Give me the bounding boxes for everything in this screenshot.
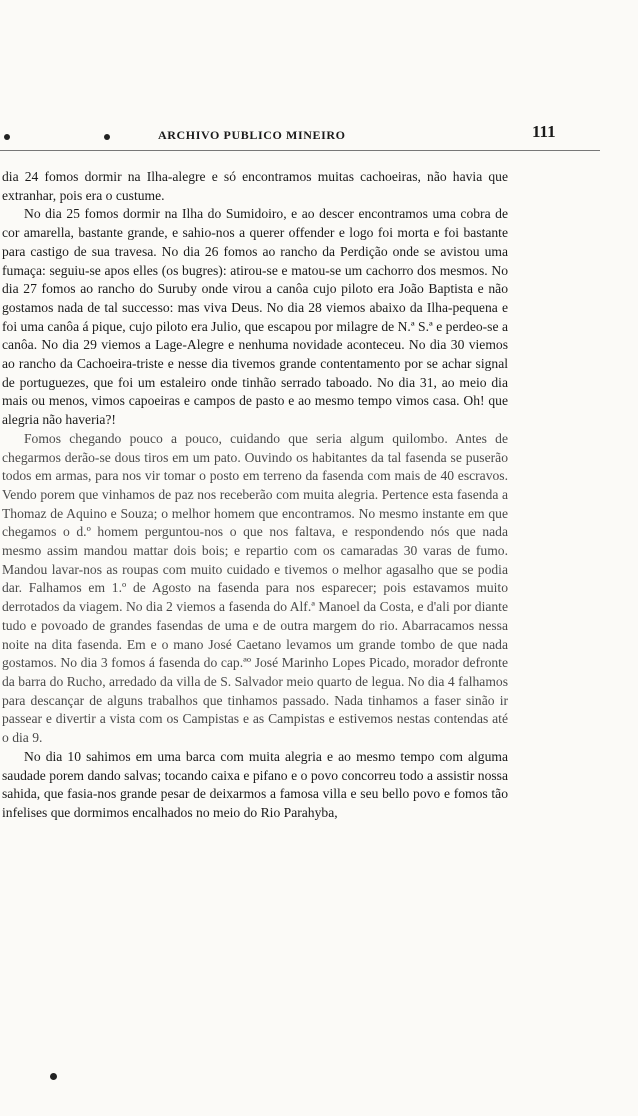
paragraph: dia 24 fomos dormir na Ilha-alegre e só encontramos muitas cachoeiras, não havia que extranhar, pois era o custume. — [2, 169, 508, 203]
running-title: ARCHIVO PUBLICO MINEIRO — [158, 128, 346, 142]
paragraph: No dia 10 sahimos em uma barca com muita alegria e ao mesmo tempo com alguma saudade porem dando salvas; tocando caixa e pifano e o povo concorreu todo a assistir nossa sahida, que fasia-nos grande pesar de deixarmos a famosa villa e seu bello povo e fomos tão infelises que dormimos encalhados no meio do Rio Parahyba, — [2, 748, 508, 820]
body-text — [2, 168, 508, 823]
paragraph: No dia 25 fomos dormir na Ilha do Sumidoiro, e ao descer encontramos uma cobra de cor amarella, bastante grande, e sahio-nos a querer offender e logo foi morta e foi bastante para castigo de sua travesa. No dia 26 fomos ao rancho da Perdição onde se avistou uma fumaça: seguiu-se apos elles (os bugres): atirou-se e matou-se um cachorro dos mesmos. No dia 27 fomos ao rancho do Suruby onde virou a canôa cujo piloto era João Baptista e não gostamos nada de tal successo: mas viva Deus. No dia 28 viemos abaixo da Ilha-pequena e foi uma canôa á pique, cujo piloto era Julio, que escapou por milagre de N.ª S.ª e perdeo-se a canôa. No dia 29 viemos a Lage-Alegre e nenhuma novidade aconteceu. No dia 30 viemos ao rancho da Cachoeira-triste e nesse dia tivemos grande contentamento por se achar signal de portuguezes, que foi um estaleiro onde tinhão serrado taboado. No dia 31, ao meio dia mais ou menos, vimos capoeiras e campos de pasto e ao mesmo tempo vimos casa. Oh! que alegria não haveria?! — [2, 206, 508, 428]
bottom-bullet-mark — [50, 1073, 57, 1080]
header-rule — [0, 150, 600, 151]
page-header — [0, 118, 638, 146]
center-bullet-mark — [104, 134, 110, 140]
paragraph: Fomos chegando pouco a pouco, cuidando que seria algum quilombo. Antes de chegarmos derão-se dous tiros em um pato. Ouvindo os habitantes da tal fasenda se puserão todos em armas, para nos vir tomar o posto em terreno da fasenda com mais de 40 escravos. Vendo porem que vinhamos de paz nos receberão com muita alegria. Pertence esta fasenda a Thomaz de Aquino e Souza; o melhor homem que encontramos. No mesmo instante em que chegamos o d.º homem perguntou-nos o que nos faltava, e respondendo nós que nada mesmo assim mandou mattar dois bois; e repartio com os camaradas 30 varas de fumo. Mandou lavar-nos as roupas com muito cuidado e tivemos o melhor agasalho que se podia dar. Falhamos em 1.º de Agosto na fasenda para nos esparecer; pois estavamos muito derrotados da viagem. No dia 2 viemos a fasenda do Alf.ª Manoel da Costa, e d'ali por diante tudo e povoado de grandes fasendas de uma e de outra margem do rio. Abarracamos nessa noite na dita fasenda. Em e o mano José Caetano levamos um grande tombo de que nada gostamos. No dia 3 fomos á fasenda do cap.ªº José Marinho Lopes Picado, morador defronte da barra do Rucho, arredado da villa de S. Salvador meio quarto de legua. No dia 4 falhamos para descançar de alguns trabalhos que tinhamos passado. Nada tinhamos a faser sinão ir passear e divertir a vista com os Campistas e as Campistas e estivemos nestas contendas até o dia 9. — [2, 430, 508, 746]
left-bullet-mark — [4, 134, 10, 140]
page-number: 111 — [532, 122, 556, 141]
